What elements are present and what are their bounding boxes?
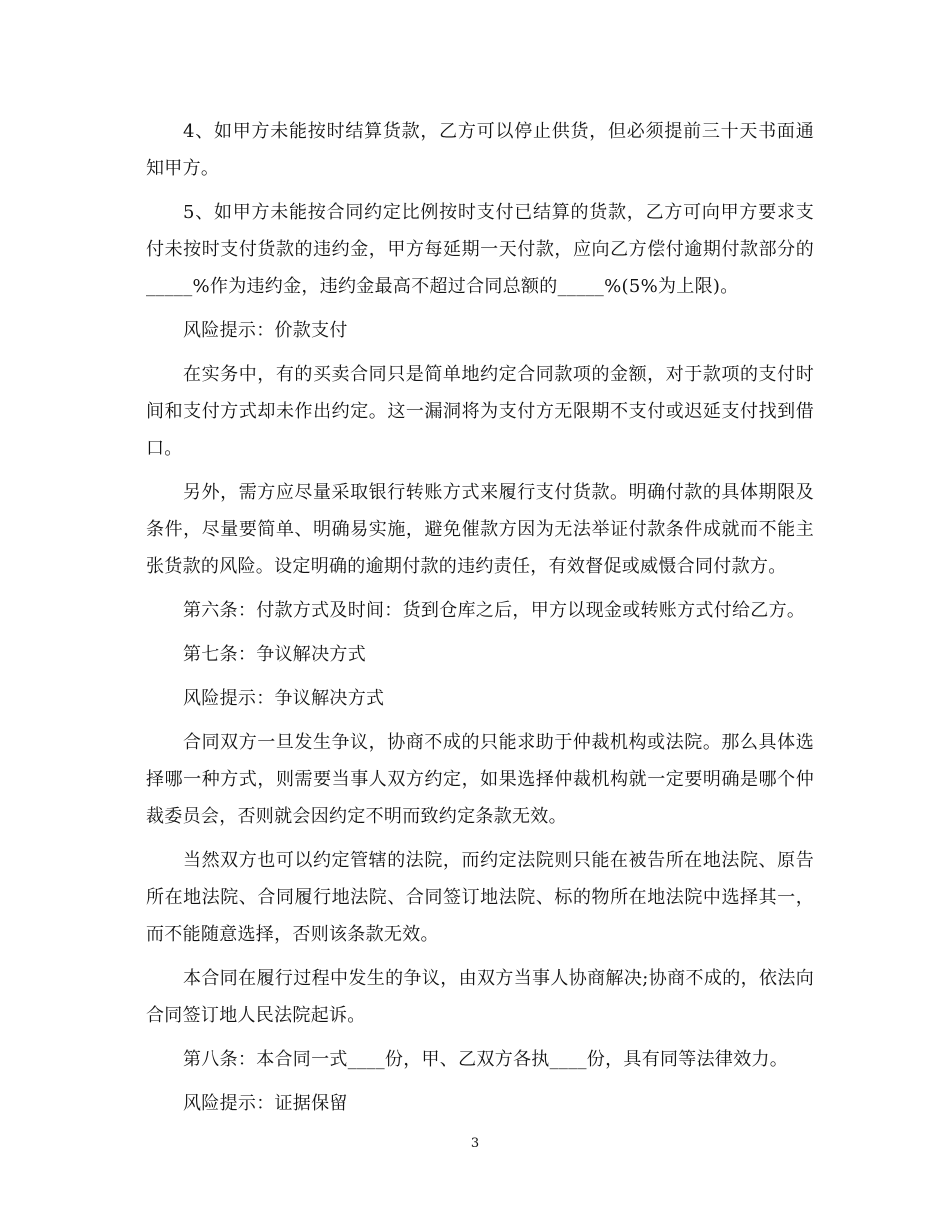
- paragraph-dispute-clause: 本合同在履行过程中发生的争议，由双方当事人协商解决;协商不成的，依法向合同签订地人民法院起诉。: [146, 968, 814, 1026]
- paragraph-clause-4: 4、如甲方未能按时结算货款，乙方可以停止供货，但必须提前三十天书面通知甲方。: [146, 121, 814, 179]
- paragraph-article-7: 第七条：争议解决方式: [183, 644, 366, 665]
- paragraph-risk-heading-evidence: 风险提示：证据保留: [183, 1093, 348, 1114]
- paragraph-risk-heading-payment: 风险提示：价款支付: [183, 320, 348, 341]
- paragraph-practice-note: 在实务中，有的买卖合同只是简单地约定合同款项的金额，对于款项的支付时间和支付方式却未作出约定。这一漏洞将为支付方无限期不支付或迟延支付找到借口。: [146, 364, 814, 459]
- paragraph-clause-5: 5、如甲方未能按合同约定比例按时支付已结算的货款，乙方可向甲方要求支付未按时支付货款的违约金，甲方每延期一天付款，应向乙方偿付逾期付款部分的_____%作为违约金，违约金最高不超过合同总额的_____%(5%为上限)。: [146, 202, 814, 297]
- page-number: 3: [470, 1136, 480, 1151]
- paragraph-article-8: 第八条：本合同一式____份，甲、乙双方各执____份，具有同等法律效力。: [183, 1049, 789, 1070]
- paragraph-jurisdiction-note: 当然双方也可以约定管辖的法院，而约定法院则只能在被告所在地法院、原告所在地法院、合同履行地法院、合同签订地法院、标的物所在地法院中选择其一，而不能随意选择，否则该条款无效。: [146, 850, 814, 945]
- document-body: [146, 113, 814, 1129]
- paragraph-arbitration-note: 合同双方一旦发生争议，协商不成的只能求助于仲裁机构或法院。那么具体选择哪一种方式，则需要当事人双方约定，如果选择仲裁机构就一定要明确是哪个仲裁委员会，否则就会因约定不明而致约定条款无效。: [146, 732, 814, 827]
- paragraph-transfer-note: 另外，需方应尽量采取银行转账方式来履行支付货款。明确付款的具体期限及条件，尽量要简单、明确易实施，避免催款方因为无法举证付款条件成就而不能主张货款的风险。设定明确的逾期付款的违约责任，有效督促或威慑合同付款方。: [146, 482, 814, 577]
- paragraph-risk-heading-dispute: 风险提示：争议解决方式: [183, 688, 385, 709]
- paragraph-article-6: 第六条：付款方式及时间：货到仓库之后，甲方以现金或转账方式付给乙方。: [183, 600, 806, 621]
